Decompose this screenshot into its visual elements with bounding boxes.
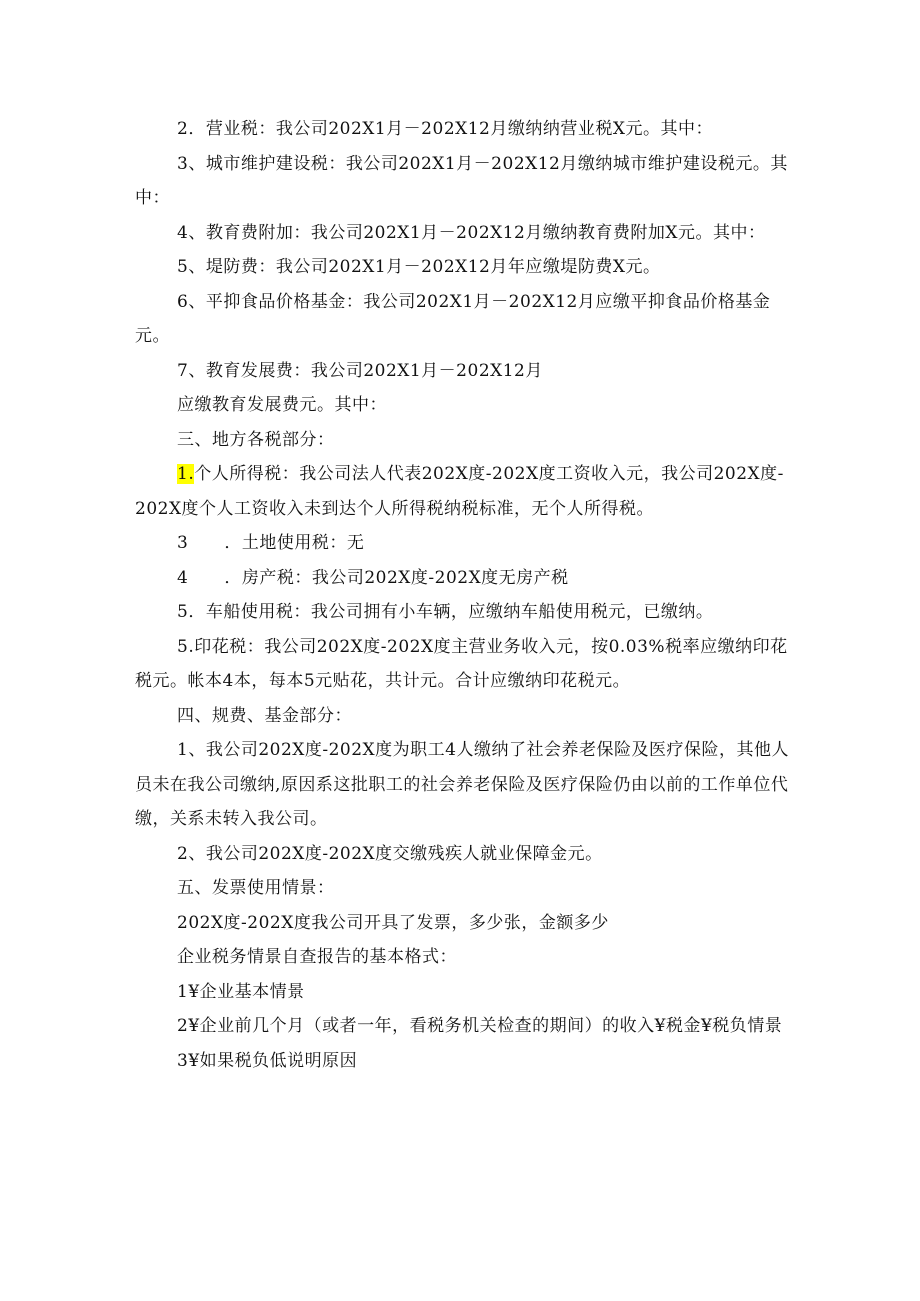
property-tax-text: ．房产税：我公司202X度-202X度无房产税 bbox=[224, 567, 569, 588]
section-heading-fees-funds: 四、规费、基金部分： bbox=[177, 705, 352, 726]
list-item-basic-info: 1¥企业基本情景 bbox=[177, 981, 305, 1002]
paragraph-education-development-fee: 7、教育发展费：我公司202X1月－202X12月 bbox=[177, 360, 543, 381]
paragraph-invoice-detail: 202X度-202X度我公司开具了发票，多少张，金额多少 bbox=[177, 912, 609, 933]
paragraph-vehicle-tax: 5．车船使用税：我公司拥有小车辆，应缴纳车船使用税元，已缴纳。 bbox=[177, 602, 714, 622]
paragraph-personal-income-tax bbox=[135, 457, 791, 526]
document-body bbox=[135, 112, 791, 1078]
personal-income-tax-text: 个人所得税：我公司法人代表202X度-202X度工资收入元，我公司202X度-202X度个人工资收入未到达个人所得税纳税标准，无个人所得税。 bbox=[135, 464, 784, 519]
highlighted-marker: 1. bbox=[177, 464, 195, 484]
paragraph-food-price-fund: 6、平抑食品价格基金：我公司202X1月－202X12月应缴平抑食品价格基金元。 bbox=[135, 291, 771, 346]
list-item-revenue-tax: 2¥企业前几个月（或者一年，看税务机关检查的期间）的收入¥税金¥税负情景 bbox=[177, 1016, 783, 1036]
paragraph-education-surcharge: 4、教育费附加：我公司202X1月－202X12月缴纳教育费附加X元。其中： bbox=[177, 222, 766, 243]
paragraph-property-tax bbox=[135, 561, 791, 596]
item-number: 4 bbox=[177, 567, 189, 588]
item-number: 3 bbox=[177, 533, 189, 553]
paragraph-education-development-fee-cont: 应缴教育发展费元。其中： bbox=[177, 395, 387, 415]
land-use-tax-text: ．土地使用税：无 bbox=[224, 533, 365, 553]
paragraph-business-tax: 2．营业税：我公司202X1月－202X12月缴纳纳营业税X元。其中： bbox=[177, 119, 713, 139]
paragraph-social-insurance: 1、我公司202X度-202X度为职工4人缴纳了社会养老保险及医疗保险，其他人员未在我公司缴纳,原因系这批职工的社会养老保险及医疗保险仍由以前的工作单位代缴，关系未转入我公司。 bbox=[135, 740, 789, 829]
paragraph-embankment-fee: 5、堤防费：我公司202X1月－202X12月年应缴堤防费X元。 bbox=[177, 257, 661, 277]
paragraph-stamp-tax: 5.印花税：我公司202X度-202X度主营业务收入元，按0.03%税率应缴纳印花税元。帐本4本，每本5元贴花，共计元。合计应缴纳印花税元。 bbox=[135, 636, 788, 691]
paragraph-city-construction-tax: 3、城市维护建设税：我公司202X1月－202X12月缴纳城市维护建设税元。其中： bbox=[135, 153, 788, 208]
paragraph-report-format-heading: 企业税务情景自查报告的基本格式： bbox=[177, 947, 457, 967]
section-heading-invoice-usage: 五、发票使用情景： bbox=[177, 878, 335, 898]
paragraph-land-use-tax bbox=[135, 526, 791, 561]
paragraph-disability-fund: 2、我公司202X度-202X度交缴残疾人就业保障金元。 bbox=[177, 843, 603, 864]
list-item-low-tax-reason: 3¥如果税负低说明原因 bbox=[177, 1050, 358, 1071]
section-heading-local-taxes: 三、地方各税部分： bbox=[177, 429, 335, 450]
